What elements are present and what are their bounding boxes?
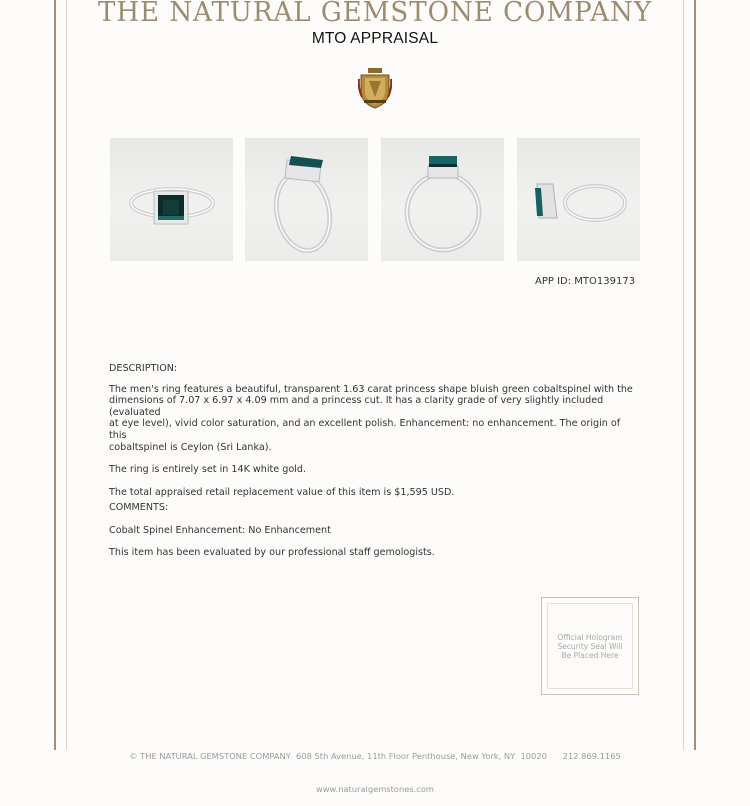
app-id: APP ID: MTO139173 xyxy=(535,276,636,287)
seal-text xyxy=(555,633,625,660)
ring-photo-front xyxy=(110,138,233,261)
seal-text-line-1: Official Hologram xyxy=(557,632,623,642)
description-line-4: cobaltspinel is Ceylon (Sri Lanka). xyxy=(109,441,272,453)
inner-border-right xyxy=(683,0,684,750)
description-line-3: at eye level), vivid color saturation, and an excellent polish. Enhancement: no enhancement. The origin of this xyxy=(109,418,621,441)
company-name: THE NATURAL GEMSTONE COMPANY xyxy=(97,0,653,28)
seal-text-line-2: Security Seal Will xyxy=(557,641,623,651)
outer-border-right xyxy=(694,0,696,750)
description-line-2: dimensions of 7.07 x 6.97 x 4.09 mm and a princess cut. It has a clarity grade of very slightly included (evaluated xyxy=(109,395,604,418)
comments-section xyxy=(109,502,639,559)
ring-photo-profile xyxy=(381,138,504,261)
description-heading: DESCRIPTION: xyxy=(109,363,178,374)
seal-inner-frame xyxy=(547,603,633,689)
inner-border-left xyxy=(66,0,67,750)
footer-address: © THE NATURAL GEMSTONE COMPANY 608 5th Avenue, 11th Floor Penthouse, New York, NY 10020 212.869.1165 xyxy=(129,751,621,761)
description-section xyxy=(109,363,639,498)
enhancement-comment: Cobalt Spinel Enhancement: No Enhancement xyxy=(109,524,331,536)
outer-border-left xyxy=(54,0,56,750)
gemologist-comment: This item has been evaluated by our professional staff gemologists. xyxy=(109,547,435,559)
crest-icon xyxy=(358,67,392,109)
description-line-1: The men's ring features a beautiful, transparent 1.63 carat princess shape bluish green cobaltspinel with the xyxy=(109,383,633,395)
comments-heading: COMMENTS: xyxy=(109,502,169,513)
ring-photo-angled xyxy=(245,138,368,261)
footer-website-link[interactable]: www.naturalgemstones.com xyxy=(315,784,435,794)
hologram-seal-placeholder xyxy=(541,597,639,695)
metal-description: The ring is entirely set in 14K white gold. xyxy=(109,464,306,476)
footer xyxy=(0,729,750,806)
document-title: MTO APPRAISAL xyxy=(311,30,439,47)
ring-photo-side xyxy=(517,138,640,261)
seal-text-line-3: Be Placed Here xyxy=(561,650,619,660)
appraised-value: The total appraised retail replacement value of this item is $1,595 USD. xyxy=(109,486,455,498)
